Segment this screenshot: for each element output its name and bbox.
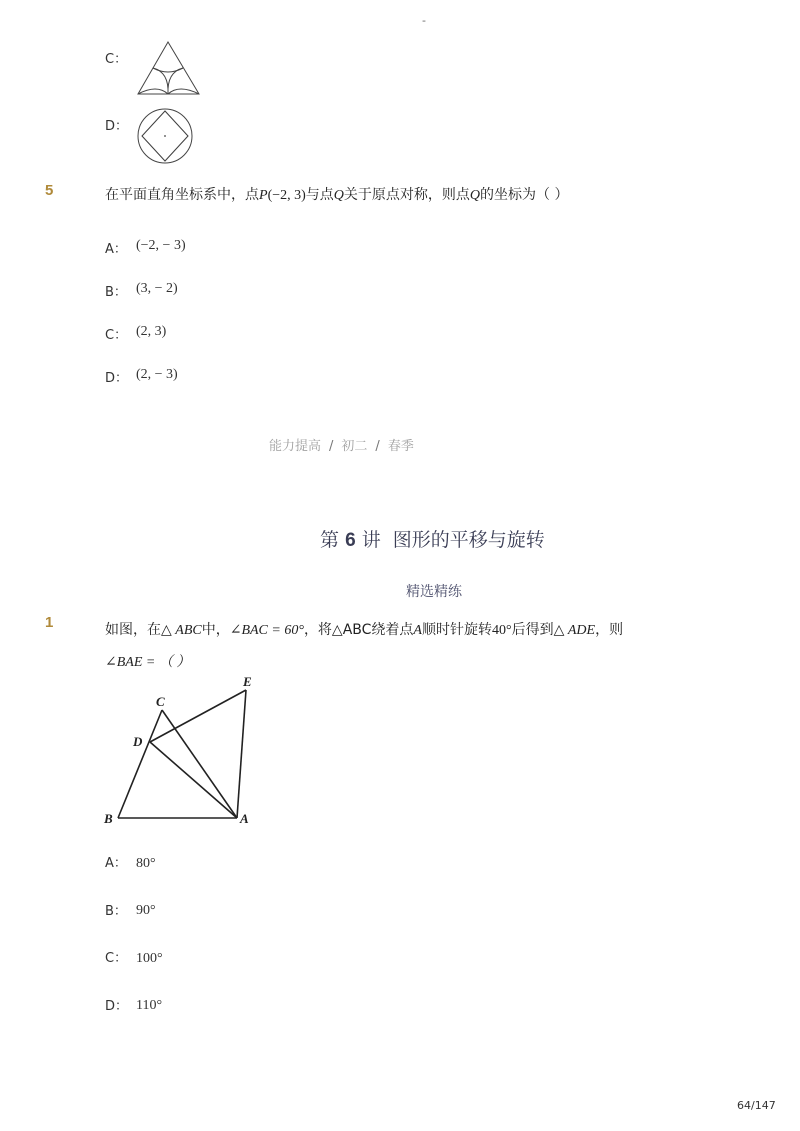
breadcrumb-separator-2: / [375,439,380,454]
lecture-title [320,525,545,552]
q1-option-b-value: 90° [136,903,156,918]
q1-line1-a: 如图，在 [105,622,161,638]
q1-option-c-label: C： [105,951,128,966]
lecture-prefix: 第 [320,529,340,551]
page-number: 64/147 [737,1099,776,1112]
lecture-suffix: 讲 [361,529,381,551]
question-1-number: 1 [45,614,54,631]
question-1-text-line1 [105,619,623,639]
q1-line1-c: ，将△ABC绕着点 [303,622,414,638]
q5-option-b-value: (3, − 2) [136,281,178,296]
q1-line1-b: 中， [201,622,230,638]
q1-tri2: △ ADE [553,623,596,638]
q1-line1-d: 顺时针旋转 [421,622,492,638]
label-a: A [240,811,249,826]
q1-angle1: ∠BAC = 60° [229,623,304,638]
inner-arc-br [168,89,199,94]
header-mark: - [422,14,426,27]
q5-text-prefix: 在平面直角坐标系中，点 [105,187,259,203]
label-e: E [243,674,252,689]
q5-coords-p: (−2, 3) [267,188,306,203]
q5-point-p: P [259,188,268,203]
q1-point-a: A [413,623,422,638]
question-5-number: 5 [45,182,54,199]
q5-option-a-label: A： [105,242,127,257]
q5-option-d-value: (2, − 3) [136,367,178,382]
q5-text-suffix: 的坐标为（ ） [480,187,569,203]
q5-text-mid2: 关于原点对称，则点 [343,187,470,203]
q1-line2: ∠BAE = （ ） [105,655,191,670]
breadcrumb-item-2: 初二 [341,439,368,454]
question-5-text [105,184,569,204]
section-title: 精选精练 [406,584,462,600]
q1-option-d-label: D： [105,999,129,1014]
inner-arc-bl [138,89,168,94]
label-b: B [104,811,113,826]
q1-tri1: △ ABC [161,623,202,638]
q5-point-q-2: Q [469,188,481,203]
q1-deg: 40° [491,623,512,638]
q5-option-c-label: C： [105,328,128,343]
label-c: C [156,694,165,709]
segment-bc [118,710,162,818]
q5-point-q: Q [333,188,344,203]
inner-arc-top [153,68,183,72]
option-c-figure [135,40,205,98]
q1-option-c-value: 100° [136,951,163,966]
option-d-figure [135,106,197,166]
q1-line1-e: 后得到 [511,622,554,638]
segment-ca [162,710,237,818]
q1-line1-f: ，则 [595,622,624,638]
q1-option-a-label: A： [105,856,127,871]
label-d: D [133,734,143,749]
q1-option-d-value: 110° [136,998,163,1013]
q5-option-a-value: (−2, − 3) [136,238,186,253]
q5-option-c-value: (2, 3) [136,324,167,339]
q5-option-b-label: B： [105,285,127,300]
option-d-label: D： [105,119,129,134]
q5-text-mid: 与点 [305,187,334,203]
option-c-label: C： [105,52,128,67]
breadcrumb [269,435,414,454]
breadcrumb-item-3: 春季 [387,439,414,454]
q1-geometry-figure [100,672,265,832]
center-dot [164,135,166,137]
breadcrumb-item-1: 能力提高 [269,439,322,454]
breadcrumb-separator: / [329,439,334,454]
segment-da [150,742,237,818]
question-1-text-line2 [105,651,190,671]
q1-option-a-value: 80° [136,856,156,871]
segment-ea [237,690,246,818]
lecture-number: 6 [345,530,356,551]
q1-option-b-label: B： [105,904,127,919]
lecture-name: 图形的平移与旋转 [392,529,545,551]
q5-option-d-label: D： [105,371,129,386]
